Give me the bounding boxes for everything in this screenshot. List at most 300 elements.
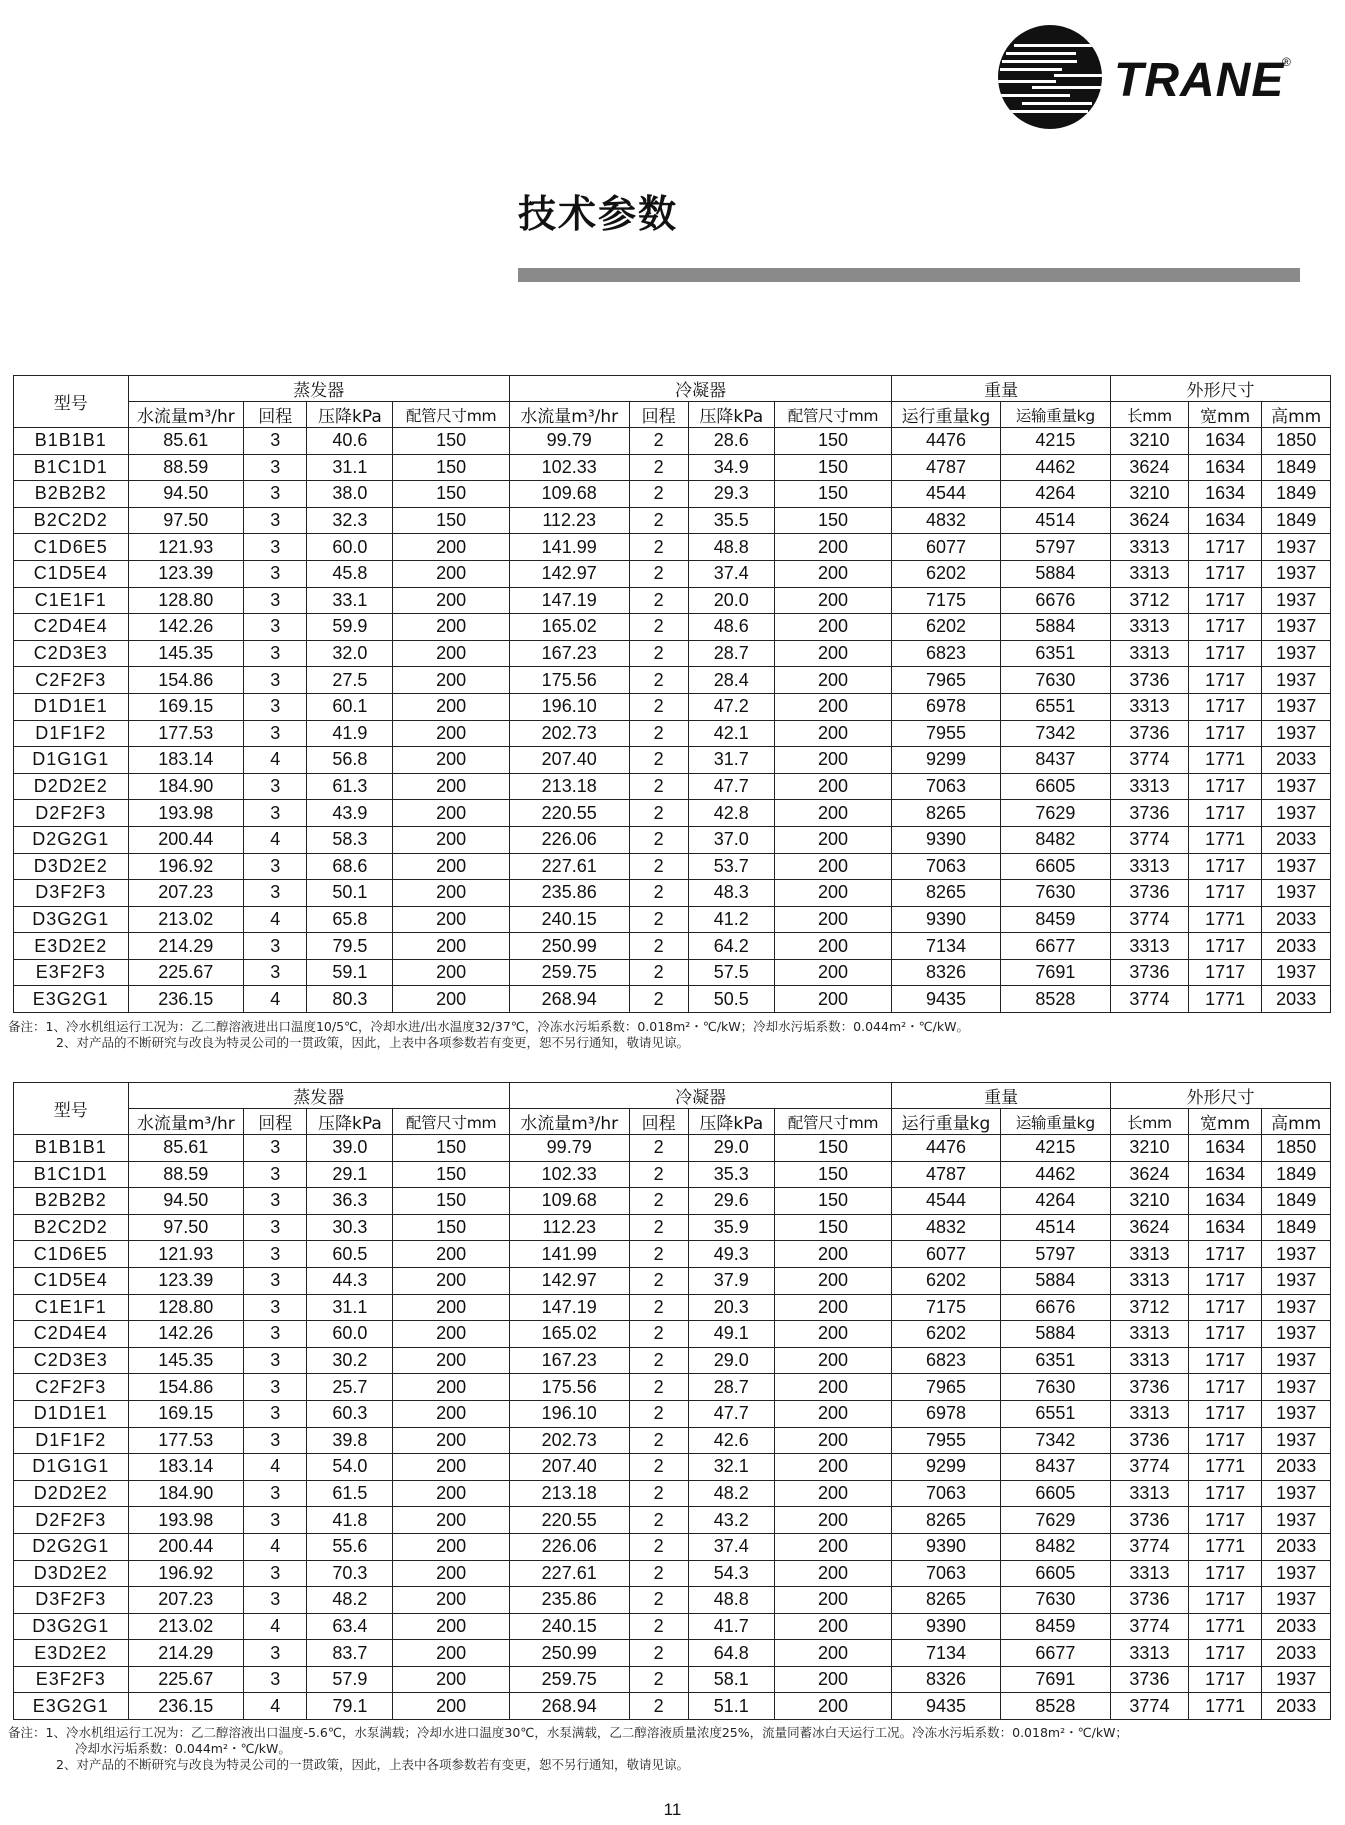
cell-evap-pressure-drop: 30.2 [307, 1347, 393, 1374]
cell-evap-pressure-drop: 60.1 [307, 693, 393, 720]
table-row [14, 773, 1331, 800]
table-row [14, 1374, 1331, 1401]
table-row [14, 481, 1331, 508]
cell-cond-pressure-drop: 41.2 [688, 906, 774, 933]
cell-cond-pipe-size: 200 [774, 1427, 892, 1454]
cell-evap-pipe-size: 200 [393, 1640, 510, 1667]
cell-cond-pipe-size: 200 [774, 853, 892, 880]
cell-evap-pressure-drop: 60.0 [307, 1321, 393, 1348]
cell-cond-pressure-drop: 49.1 [688, 1321, 774, 1348]
cell-cond-passes: 2 [629, 1587, 688, 1614]
trane-logo [992, 22, 1302, 132]
cell-operating-weight: 6202 [892, 560, 1000, 587]
cell-model: B1B1B1 [14, 1135, 129, 1162]
cell-cond-flow: 202.73 [509, 720, 629, 747]
cell-shipping-weight: 7342 [1000, 720, 1110, 747]
cell-evap-passes: 4 [244, 906, 307, 933]
cell-cond-passes: 2 [629, 747, 688, 774]
cell-evap-pipe-size: 200 [393, 800, 510, 827]
cell-evap-flow: 154.86 [128, 1374, 244, 1401]
cell-evap-pressure-drop: 41.8 [307, 1507, 393, 1534]
cell-evap-pipe-size: 200 [393, 1400, 510, 1427]
cell-shipping-weight: 8528 [1000, 986, 1110, 1013]
table-row [14, 1560, 1331, 1587]
cell-cond-flow: 165.02 [509, 1321, 629, 1348]
cell-model: C1E1F1 [14, 587, 129, 614]
cell-length: 3736 [1111, 720, 1189, 747]
cell-shipping-weight: 6605 [1000, 1560, 1110, 1587]
cell-cond-passes: 2 [629, 1188, 688, 1215]
cell-width: 1717 [1188, 1480, 1262, 1507]
cell-evap-flow: 85.61 [128, 1135, 244, 1162]
table-row [14, 1666, 1331, 1693]
cell-evap-passes: 3 [244, 640, 307, 667]
header-model: 型号 [14, 1083, 129, 1135]
cell-model: C2F2F3 [14, 1374, 129, 1401]
cell-cond-pressure-drop: 42.8 [688, 800, 774, 827]
cell-model: B1B1B1 [14, 428, 129, 455]
cell-width: 1717 [1188, 853, 1262, 880]
table-row [14, 800, 1331, 827]
cell-model: D2D2E2 [14, 773, 129, 800]
cell-shipping-weight: 7630 [1000, 1374, 1110, 1401]
cell-operating-weight: 7063 [892, 1480, 1000, 1507]
cell-model: E3D2E2 [14, 1640, 129, 1667]
cell-length: 3736 [1111, 1507, 1189, 1534]
cell-cond-passes: 2 [629, 1693, 688, 1720]
cell-cond-passes: 2 [629, 1454, 688, 1481]
cell-evap-flow: 200.44 [128, 1533, 244, 1560]
cell-evap-flow: 207.23 [128, 1587, 244, 1614]
cell-length: 3313 [1111, 773, 1189, 800]
table-row [14, 614, 1331, 641]
cell-cond-pressure-drop: 28.6 [688, 428, 774, 455]
cell-model: C2D4E4 [14, 614, 129, 641]
cell-height: 2033 [1262, 1533, 1331, 1560]
cell-evap-flow: 145.35 [128, 640, 244, 667]
registered-mark: ® [1282, 55, 1291, 69]
header-width: 宽mm [1188, 402, 1262, 428]
cell-cond-passes: 2 [629, 640, 688, 667]
cell-cond-flow: 268.94 [509, 1693, 629, 1720]
cell-evap-pipe-size: 200 [393, 1666, 510, 1693]
cell-shipping-weight: 6351 [1000, 1347, 1110, 1374]
cell-shipping-weight: 4514 [1000, 507, 1110, 534]
cell-cond-flow: 109.68 [509, 481, 629, 508]
cell-length: 3313 [1111, 640, 1189, 667]
cell-evap-pipe-size: 200 [393, 880, 510, 907]
cell-cond-pipe-size: 150 [774, 454, 892, 481]
cell-model: D1G1G1 [14, 1454, 129, 1481]
cell-height: 1850 [1262, 428, 1331, 455]
table-row [14, 428, 1331, 455]
cell-cond-passes: 2 [629, 959, 688, 986]
cell-evap-pressure-drop: 54.0 [307, 1454, 393, 1481]
cell-evap-pipe-size: 200 [393, 853, 510, 880]
cell-cond-pressure-drop: 42.6 [688, 1427, 774, 1454]
cell-width: 1634 [1188, 507, 1262, 534]
cell-evap-passes: 3 [244, 1188, 307, 1215]
page-number: 11 [663, 1800, 682, 1819]
cell-shipping-weight: 5884 [1000, 614, 1110, 641]
cell-evap-flow: 177.53 [128, 1427, 244, 1454]
table-row [14, 1347, 1331, 1374]
table-row [14, 1587, 1331, 1614]
cell-cond-passes: 2 [629, 560, 688, 587]
cell-shipping-weight: 8482 [1000, 1533, 1110, 1560]
cell-evap-passes: 4 [244, 747, 307, 774]
cell-cond-passes: 2 [629, 800, 688, 827]
cell-cond-pipe-size: 200 [774, 640, 892, 667]
cell-shipping-weight: 7691 [1000, 1666, 1110, 1693]
cell-model: C2D4E4 [14, 1321, 129, 1348]
cell-operating-weight: 9390 [892, 1613, 1000, 1640]
cell-evap-pressure-drop: 33.1 [307, 587, 393, 614]
cell-cond-passes: 2 [629, 1427, 688, 1454]
cell-evap-passes: 3 [244, 454, 307, 481]
cell-height: 1937 [1262, 560, 1331, 587]
cell-cond-pipe-size: 200 [774, 773, 892, 800]
cell-cond-passes: 2 [629, 454, 688, 481]
cell-length: 3210 [1111, 428, 1189, 455]
cell-cond-pressure-drop: 28.4 [688, 667, 774, 694]
table-row [14, 1267, 1331, 1294]
cell-model: B2C2D2 [14, 1214, 129, 1241]
cell-operating-weight: 9390 [892, 1533, 1000, 1560]
cell-operating-weight: 4476 [892, 428, 1000, 455]
cell-evap-pressure-drop: 70.3 [307, 1560, 393, 1587]
cell-evap-pressure-drop: 29.1 [307, 1161, 393, 1188]
cell-length: 3313 [1111, 614, 1189, 641]
cell-height: 2033 [1262, 1454, 1331, 1481]
table-row [14, 1507, 1331, 1534]
cell-height: 1850 [1262, 1135, 1331, 1162]
cell-length: 3712 [1111, 587, 1189, 614]
cell-evap-pipe-size: 200 [393, 1560, 510, 1587]
cell-cond-pipe-size: 200 [774, 720, 892, 747]
cell-length: 3736 [1111, 800, 1189, 827]
cell-length: 3736 [1111, 1374, 1189, 1401]
cell-evap-pipe-size: 200 [393, 587, 510, 614]
cell-width: 1717 [1188, 587, 1262, 614]
cell-shipping-weight: 7691 [1000, 959, 1110, 986]
header-evaporator: 蒸发器 [128, 376, 509, 402]
cell-cond-pressure-drop: 28.7 [688, 640, 774, 667]
cell-height: 1937 [1262, 1480, 1331, 1507]
cell-length: 3313 [1111, 933, 1189, 960]
title-divider-bar [518, 268, 1300, 282]
cell-shipping-weight: 4462 [1000, 454, 1110, 481]
cell-width: 1717 [1188, 1374, 1262, 1401]
cell-cond-pressure-drop: 37.4 [688, 560, 774, 587]
cell-model: D3F2F3 [14, 880, 129, 907]
cell-length: 3736 [1111, 1427, 1189, 1454]
cell-cond-pressure-drop: 64.8 [688, 1640, 774, 1667]
cell-evap-passes: 3 [244, 1587, 307, 1614]
cell-model: D3D2E2 [14, 1560, 129, 1587]
cell-length: 3210 [1111, 1135, 1189, 1162]
cell-evap-pressure-drop: 40.6 [307, 428, 393, 455]
cell-cond-flow: 99.79 [509, 1135, 629, 1162]
cell-length: 3313 [1111, 1347, 1189, 1374]
cell-length: 3774 [1111, 747, 1189, 774]
cell-width: 1771 [1188, 1693, 1262, 1720]
cell-evap-passes: 4 [244, 1693, 307, 1720]
cell-model: B1C1D1 [14, 454, 129, 481]
cell-cond-pressure-drop: 29.3 [688, 481, 774, 508]
cell-operating-weight: 6202 [892, 1321, 1000, 1348]
cell-cond-pressure-drop: 50.5 [688, 986, 774, 1013]
cell-evap-pressure-drop: 79.5 [307, 933, 393, 960]
cell-height: 1937 [1262, 1267, 1331, 1294]
cell-operating-weight: 7063 [892, 773, 1000, 800]
cell-shipping-weight: 7629 [1000, 1507, 1110, 1534]
header-length: 长mm [1111, 402, 1189, 428]
cell-height: 1937 [1262, 853, 1331, 880]
cell-cond-passes: 2 [629, 1135, 688, 1162]
cell-evap-flow: 97.50 [128, 507, 244, 534]
cell-evap-pipe-size: 200 [393, 1533, 510, 1560]
header-evap-pipe-size: 配管尺寸mm [393, 402, 510, 428]
cell-cond-pressure-drop: 35.5 [688, 507, 774, 534]
cell-evap-pipe-size: 200 [393, 1294, 510, 1321]
cell-width: 1717 [1188, 1294, 1262, 1321]
cell-cond-flow: 227.61 [509, 1560, 629, 1587]
cell-evap-passes: 3 [244, 853, 307, 880]
cell-cond-flow: 196.10 [509, 693, 629, 720]
cell-cond-pipe-size: 200 [774, 1454, 892, 1481]
cell-cond-pressure-drop: 29.0 [688, 1135, 774, 1162]
cell-cond-pipe-size: 200 [774, 1507, 892, 1534]
cell-width: 1717 [1188, 1507, 1262, 1534]
cell-evap-pressure-drop: 32.0 [307, 640, 393, 667]
cell-height: 1937 [1262, 800, 1331, 827]
cell-cond-pressure-drop: 48.8 [688, 1587, 774, 1614]
header-condenser: 冷凝器 [509, 376, 891, 402]
cell-cond-pressure-drop: 54.3 [688, 1560, 774, 1587]
cell-cond-flow: 147.19 [509, 1294, 629, 1321]
cell-shipping-weight: 8459 [1000, 1613, 1110, 1640]
cell-cond-flow: 109.68 [509, 1188, 629, 1215]
cell-cond-pipe-size: 200 [774, 534, 892, 561]
cell-width: 1771 [1188, 1454, 1262, 1481]
cell-height: 1849 [1262, 507, 1331, 534]
cell-evap-flow: 85.61 [128, 428, 244, 455]
cell-cond-pipe-size: 200 [774, 1241, 892, 1268]
cell-cond-pipe-size: 200 [774, 1666, 892, 1693]
cell-shipping-weight: 6676 [1000, 1294, 1110, 1321]
cell-width: 1717 [1188, 1560, 1262, 1587]
cell-shipping-weight: 7342 [1000, 1427, 1110, 1454]
cell-model: C2D3E3 [14, 640, 129, 667]
cell-evap-passes: 3 [244, 1321, 307, 1348]
table-2-notes [8, 1725, 1328, 1773]
cell-height: 2033 [1262, 906, 1331, 933]
cell-width: 1717 [1188, 800, 1262, 827]
table-row [14, 747, 1331, 774]
cell-model: D1F1F2 [14, 1427, 129, 1454]
cell-cond-passes: 2 [629, 1241, 688, 1268]
cell-length: 3313 [1111, 1640, 1189, 1667]
header-evap-flow: 水流量m³/hr [128, 402, 244, 428]
table-row [14, 1214, 1331, 1241]
cell-cond-flow: 202.73 [509, 1427, 629, 1454]
cell-model: C2F2F3 [14, 667, 129, 694]
cell-evap-pressure-drop: 36.3 [307, 1188, 393, 1215]
cell-cond-flow: 175.56 [509, 1374, 629, 1401]
cell-cond-pipe-size: 200 [774, 693, 892, 720]
cell-cond-pipe-size: 200 [774, 1294, 892, 1321]
cell-evap-passes: 4 [244, 826, 307, 853]
header-cond-pipe-size: 配管尺寸mm [774, 402, 892, 428]
header-weight: 重量 [892, 376, 1111, 402]
cell-model: B1C1D1 [14, 1161, 129, 1188]
cell-evap-pressure-drop: 31.1 [307, 454, 393, 481]
cell-cond-pipe-size: 200 [774, 800, 892, 827]
cell-cond-flow: 259.75 [509, 959, 629, 986]
header-cond-flow: 水流量m³/hr [509, 402, 629, 428]
cell-length: 3210 [1111, 1188, 1189, 1215]
cell-evap-flow: 196.92 [128, 853, 244, 880]
cell-length: 3313 [1111, 1480, 1189, 1507]
cell-model: D1D1E1 [14, 1400, 129, 1427]
cell-length: 3774 [1111, 1533, 1189, 1560]
cell-cond-pressure-drop: 41.7 [688, 1613, 774, 1640]
cell-cond-pipe-size: 200 [774, 560, 892, 587]
cell-shipping-weight: 8482 [1000, 826, 1110, 853]
cell-cond-pipe-size: 200 [774, 1347, 892, 1374]
cell-cond-flow: 147.19 [509, 587, 629, 614]
cell-length: 3736 [1111, 959, 1189, 986]
cell-length: 3774 [1111, 1693, 1189, 1720]
table-row [14, 880, 1331, 907]
cell-evap-flow: 142.26 [128, 614, 244, 641]
cell-operating-weight: 9299 [892, 747, 1000, 774]
cell-evap-passes: 3 [244, 1347, 307, 1374]
cell-cond-flow: 99.79 [509, 428, 629, 455]
cell-model: E3G2G1 [14, 1693, 129, 1720]
cell-cond-flow: 220.55 [509, 1507, 629, 1534]
cell-cond-passes: 2 [629, 826, 688, 853]
cell-cond-pressure-drop: 29.6 [688, 1188, 774, 1215]
cell-length: 3774 [1111, 826, 1189, 853]
cell-width: 1717 [1188, 1267, 1262, 1294]
cell-width: 1717 [1188, 1666, 1262, 1693]
cell-evap-pipe-size: 200 [393, 1347, 510, 1374]
cell-evap-flow: 184.90 [128, 773, 244, 800]
cell-length: 3210 [1111, 481, 1189, 508]
cell-cond-passes: 2 [629, 1666, 688, 1693]
cell-height: 1937 [1262, 1507, 1331, 1534]
note-1-continued: 冷却水污垢系数：0.044m²・℃/kW。 [75, 1741, 291, 1756]
cell-width: 1717 [1188, 773, 1262, 800]
cell-cond-pipe-size: 200 [774, 1400, 892, 1427]
cell-cond-pipe-size: 150 [774, 1188, 892, 1215]
cell-shipping-weight: 8437 [1000, 747, 1110, 774]
cell-operating-weight: 7965 [892, 667, 1000, 694]
cell-evap-pipe-size: 150 [393, 1214, 510, 1241]
cell-evap-flow: 193.98 [128, 1507, 244, 1534]
cell-shipping-weight: 6676 [1000, 587, 1110, 614]
cell-evap-flow: 214.29 [128, 1640, 244, 1667]
cell-cond-flow: 235.86 [509, 1587, 629, 1614]
cell-cond-pipe-size: 200 [774, 1267, 892, 1294]
table-row [14, 507, 1331, 534]
cell-height: 2033 [1262, 1693, 1331, 1720]
cell-cond-pipe-size: 200 [774, 614, 892, 641]
cell-evap-passes: 3 [244, 1480, 307, 1507]
cell-cond-pipe-size: 200 [774, 1321, 892, 1348]
cell-width: 1771 [1188, 747, 1262, 774]
cell-height: 1937 [1262, 640, 1331, 667]
cell-evap-pressure-drop: 56.8 [307, 747, 393, 774]
cell-evap-passes: 3 [244, 1294, 307, 1321]
cell-cond-flow: 235.86 [509, 880, 629, 907]
table-1-notes [8, 1019, 1328, 1051]
cell-length: 3712 [1111, 1294, 1189, 1321]
cell-operating-weight: 4544 [892, 1188, 1000, 1215]
cell-length: 3736 [1111, 667, 1189, 694]
header-cond-pipe-size: 配管尺寸mm [774, 1109, 892, 1135]
cell-evap-pressure-drop: 57.9 [307, 1666, 393, 1693]
cell-evap-flow: 121.93 [128, 1241, 244, 1268]
cell-cond-pipe-size: 200 [774, 906, 892, 933]
cell-cond-pressure-drop: 43.2 [688, 1507, 774, 1534]
header-shipping-weight: 运输重量kg [1000, 402, 1110, 428]
cell-evap-pressure-drop: 80.3 [307, 986, 393, 1013]
cell-evap-flow: 193.98 [128, 800, 244, 827]
table-row [14, 853, 1331, 880]
cell-width: 1717 [1188, 1400, 1262, 1427]
header-length: 长mm [1111, 1109, 1189, 1135]
cell-operating-weight: 9435 [892, 1693, 1000, 1720]
cell-length: 3736 [1111, 1587, 1189, 1614]
cell-model: C1E1F1 [14, 1294, 129, 1321]
cell-evap-passes: 3 [244, 534, 307, 561]
cell-length: 3313 [1111, 1560, 1189, 1587]
cell-cond-pipe-size: 200 [774, 986, 892, 1013]
cell-cond-flow: 167.23 [509, 1347, 629, 1374]
cell-operating-weight: 7175 [892, 587, 1000, 614]
cell-evap-flow: 154.86 [128, 667, 244, 694]
cell-width: 1771 [1188, 826, 1262, 853]
cell-evap-pressure-drop: 41.9 [307, 720, 393, 747]
cell-evap-passes: 3 [244, 1640, 307, 1667]
cell-cond-pressure-drop: 35.3 [688, 1161, 774, 1188]
cell-shipping-weight: 6677 [1000, 1640, 1110, 1667]
note-1: 备注：1、冷水机组运行工况为：乙二醇溶液进出口温度10/5℃，冷却水进/出水温度32/37℃，冷冻水污垢系数：0.018m²・℃/kW；冷却水污垢系数：0.044m²・℃/kW。 [8, 1019, 969, 1034]
spec-table-standard [13, 375, 1331, 1013]
header-model: 型号 [14, 376, 129, 428]
cell-operating-weight: 6978 [892, 1400, 1000, 1427]
cell-length: 3313 [1111, 693, 1189, 720]
cell-width: 1634 [1188, 428, 1262, 455]
cell-evap-flow: 128.80 [128, 1294, 244, 1321]
note-1: 备注：1、冷水机组运行工况为：乙二醇溶液出口温度-5.6℃，水泵满载；冷却水进口温度30℃，水泵满载，乙二醇溶液质量浓度25%，流量同蓄冰白天运行工况。冷冻水污垢系数：0.018m²・℃/kW； [8, 1725, 1128, 1740]
cell-evap-pipe-size: 200 [393, 640, 510, 667]
cell-cond-pipe-size: 200 [774, 1560, 892, 1587]
cell-evap-flow: 94.50 [128, 1188, 244, 1215]
cell-evap-pressure-drop: 31.1 [307, 1294, 393, 1321]
cell-length: 3313 [1111, 853, 1189, 880]
cell-operating-weight: 4787 [892, 1161, 1000, 1188]
cell-length: 3736 [1111, 1666, 1189, 1693]
cell-length: 3774 [1111, 986, 1189, 1013]
cell-cond-pressure-drop: 47.2 [688, 693, 774, 720]
cell-height: 1937 [1262, 1321, 1331, 1348]
cell-shipping-weight: 7630 [1000, 1587, 1110, 1614]
table-row [14, 587, 1331, 614]
